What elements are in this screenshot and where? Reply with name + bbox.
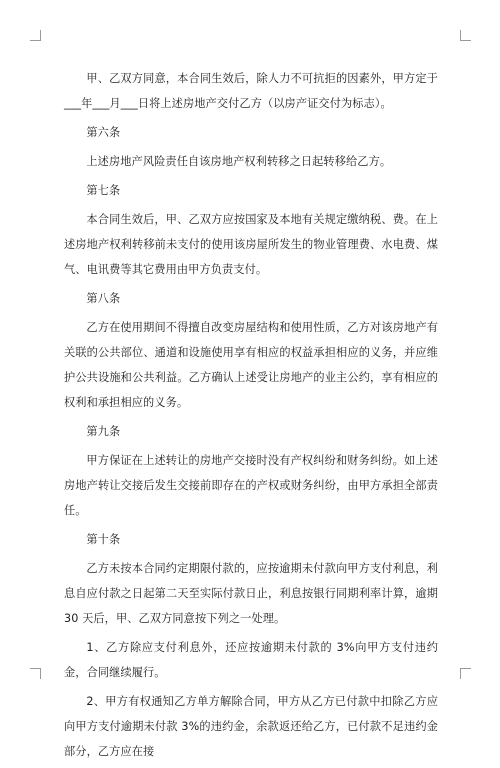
crop-mark-bottom-right <box>460 668 471 679</box>
article-heading-8: 第八条 <box>86 292 121 305</box>
article-heading-7: 第七条 <box>86 184 121 197</box>
crop-mark-bottom-left <box>30 668 41 679</box>
article-heading-9: 第九条 <box>86 425 121 438</box>
paragraph-option-2: 2、甲方有权通知乙方单方解除合同，甲方从乙方已付款中扣除乙方应向甲方支付逾期未付款 3%的违约金，余款返还给乙方，已付款不足违约金部分，乙方应在接 <box>64 695 438 758</box>
document-body <box>64 66 438 768</box>
paragraph-option-1: 1、乙方除应支付利息外，还应按逾期未付款的 3%向甲方支付违约金，合同继续履行。 <box>64 641 438 679</box>
paragraph-taxes-fees: 本合同生效后，甲、乙双方应按国家及本地有关规定缴纳税、费。在上述房地产权利转移前未支付的使用该房屋所发生的物业管理费、水电费、煤气、电讯费等其它费用由甲方负责支付。 <box>64 213 438 276</box>
paragraph-delivery-date: 甲、乙双方同意，本合同生效后，除人力不可抗拒的因素外，甲方定于___年___月___日将上述房地产交付乙方（以房产证交付为标志）。 <box>64 72 438 110</box>
paragraph-late-payment: 乙方未按本合同约定期限付款的，应按逾期未付款向甲方支付利息，利息自应付款之日起第二天至实际付款日止，利息按银行同期利率计算，逾期 30 天后，甲、乙双方同意按下列之一处理。 <box>64 562 438 625</box>
crop-mark-top-right <box>460 30 471 41</box>
article-heading-10: 第十条 <box>86 533 121 546</box>
paragraph-title-guarantee: 甲方保证在上述转让的房地产交接时没有产权纠纷和财务纠纷。如上述房地产转让交接后发生交接前即存在的产权或财务纠纷，由甲方承担全部责任。 <box>64 454 438 517</box>
paragraph-risk-transfer: 上述房地产风险责任自该房地产权利转移之日起转移给乙方。 <box>86 155 392 168</box>
crop-mark-top-left <box>30 30 41 41</box>
paragraph-usage-obligations: 乙方在使用期间不得擅自改变房屋结构和使用性质，乙方对该房地产有关联的公共部位、通道和设施使用享有相应的权益承担相应的义务，并应维护公共设施和公共利益。乙方确认上述受让房地产的业主公约，享有相应的权利和承担相应的义务。 <box>64 321 438 409</box>
article-heading-6: 第六条 <box>86 126 121 139</box>
